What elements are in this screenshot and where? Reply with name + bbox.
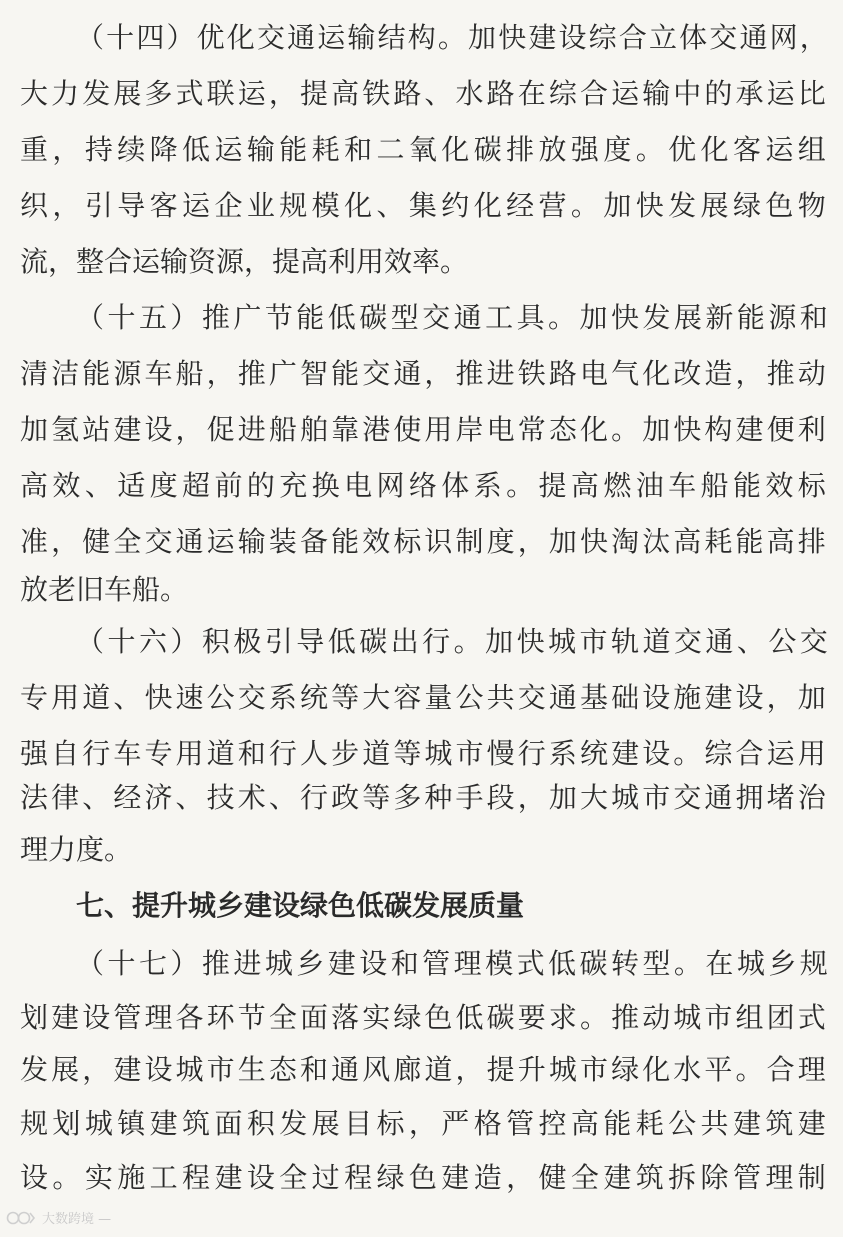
paragraph-14-line-5: 流，整合运输资源，提高利用效率。 [20, 245, 469, 278]
paragraph-15-line-2: 清 洁 能 源 车 船 ， 推 广 智 能 交 通 ， 推 进 铁 路 电 气 化 改 造 ， 推 动 [20, 357, 826, 390]
section-7-heading: 七、提升城乡建设绿色低碳发展质量 [76, 889, 525, 922]
paragraph-17-line-3: 发 展 ， 建 设 城 市 生 态 和 通 风 廊 道 ， 提 升 城 市 绿 化 水 平 。 合 理 [20, 1053, 826, 1086]
paragraph-14-line-2: 大 力 发 展 多 式 联 运 ， 提 高 铁 路 、 水 路 在 综 合 运 输 中 的 承 运 比 [20, 77, 826, 110]
paragraph-17-line-2: 划 建 设 管 理 各 环 节 全 面 落 实 绿 色 低 碳 要 求 。 推 动 城 市 组 团 式 [20, 1001, 826, 1034]
paragraph-15-line-5: 准 ， 健 全 交 通 运 输 装 备 能 效 标 识 制 度 ， 加 快 淘 汰 高 耗 能 高 排 [20, 525, 826, 558]
paragraph-15-line-1: （ 十 五 ） 推 广 节 能 低 碳 型 交 通 工 具 。 加 快 发 展 新 能 源 和 [76, 301, 828, 334]
brand-logo-icon [6, 1210, 36, 1226]
paragraph-14-line-3: 重 ， 持 续 降 低 运 输 能 耗 和 二 氧 化 碳 排 放 强 度 。 优 化 客 运 组 [20, 133, 826, 166]
paragraph-16-line-4: 法 律 、 经 济 、 技 术 、 行 政 等 多 种 手 段 ， 加 大 城 市 交 通 拥 堵 治 [20, 781, 826, 814]
paragraph-15-line-3: 加 氢 站 建 设 ， 促 进 船 舶 靠 港 使 用 岸 电 常 态 化 。 加 快 构 建 便 利 [20, 413, 826, 446]
paragraph-16-line-2: 专 用 道 、 快 速 公 交 系 统 等 大 容 量 公 共 交 通 基 础 设 施 建 设 ， 加 [20, 681, 826, 714]
paragraph-16-line-1: （ 十 六 ） 积 极 引 导 低 碳 出 行 。 加 快 城 市 轨 道 交 通 、 公 交 [76, 625, 828, 658]
paragraph-15-line-6: 放老旧车船。 [20, 573, 189, 606]
paragraph-16-line-5: 理力度。 [20, 833, 133, 866]
paragraph-14-line-1: （ 十 四 ） 优 化 交 通 运 输 结 构 。 加 快 建 设 综 合 立 体 交 通 网 ， [76, 21, 828, 54]
paragraph-17-line-1: （ 十 七 ） 推 进 城 乡 建 设 和 管 理 模 式 低 碳 转 型 。 在 城 乡 规 [76, 947, 828, 980]
paragraph-16-line-3: 强 自 行 车 专 用 道 和 行 人 步 道 等 城 市 慢 行 系 统 建 设 。 综 合 运 用 [20, 737, 826, 770]
paragraph-14-line-4: 织 ， 引 导 客 运 企 业 规 模 化 、 集 约 化 经 营 。 加 快 发 展 绿 色 物 [20, 189, 826, 222]
watermark-text: 大数跨境 — [42, 1212, 112, 1227]
paragraph-17-line-5: 设 。 实 施 工 程 建 设 全 过 程 绿 色 建 造 ， 健 全 建 筑 拆 除 管 理 制 [20, 1161, 826, 1194]
paragraph-15-line-4: 高 效 、 适 度 超 前 的 充 换 电 网 络 体 系 。 提 高 燃 油 车 船 能 效 标 [20, 469, 826, 502]
watermark [6, 1208, 111, 1227]
paragraph-17-line-4: 规 划 城 镇 建 筑 面 积 发 展 目 标 ， 严 格 管 控 高 能 耗 公 共 建 筑 建 [20, 1107, 826, 1140]
